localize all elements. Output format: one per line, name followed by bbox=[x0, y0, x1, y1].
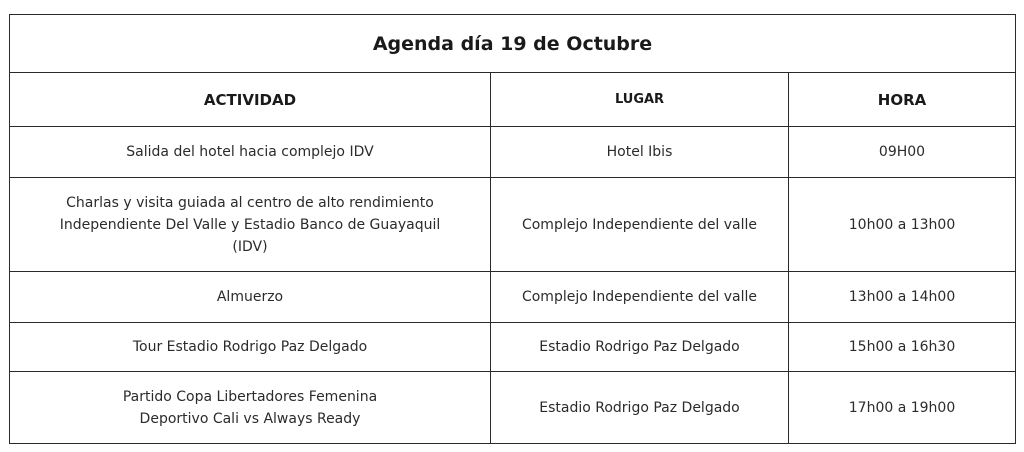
agenda-title: Agenda día 19 de Octubre bbox=[10, 15, 1016, 73]
agenda-table bbox=[9, 14, 1016, 444]
time-cell: 09H00 bbox=[789, 127, 1016, 178]
time-cell: 15h00 a 16h30 bbox=[789, 323, 1016, 372]
place-cell: Hotel Ibis bbox=[491, 127, 789, 178]
time-cell: 17h00 a 19h00 bbox=[789, 372, 1016, 444]
activity-cell: Salida del hotel hacia complejo IDV bbox=[10, 127, 491, 178]
place-cell: Estadio Rodrigo Paz Delgado bbox=[491, 323, 789, 372]
table-row bbox=[10, 272, 1016, 323]
activity-cell: Partido Copa Libertadores Femenina Deportivo Cali vs Always Ready bbox=[10, 372, 491, 444]
activity-cell: Tour Estadio Rodrigo Paz Delgado bbox=[10, 323, 491, 372]
title-row bbox=[10, 15, 1016, 73]
activity-cell: Charlas y visita guiada al centro de alto rendimiento Independiente Del Valle y Estadio Banco de Guayaquil (IDV) bbox=[10, 178, 491, 272]
time-cell: 13h00 a 14h00 bbox=[789, 272, 1016, 323]
header-time: HORA bbox=[789, 73, 1016, 127]
table-row bbox=[10, 372, 1016, 444]
table-row bbox=[10, 323, 1016, 372]
table-row bbox=[10, 127, 1016, 178]
activity-cell: Almuerzo bbox=[10, 272, 491, 323]
place-cell: Estadio Rodrigo Paz Delgado bbox=[491, 372, 789, 444]
time-cell: 10h00 a 13h00 bbox=[789, 178, 1016, 272]
place-cell: Complejo Independiente del valle bbox=[491, 178, 789, 272]
header-row bbox=[10, 73, 1016, 127]
place-cell: Complejo Independiente del valle bbox=[491, 272, 789, 323]
header-place: LUGAR bbox=[491, 73, 789, 127]
table-row bbox=[10, 178, 1016, 272]
header-activity: ACTIVIDAD bbox=[10, 73, 491, 127]
